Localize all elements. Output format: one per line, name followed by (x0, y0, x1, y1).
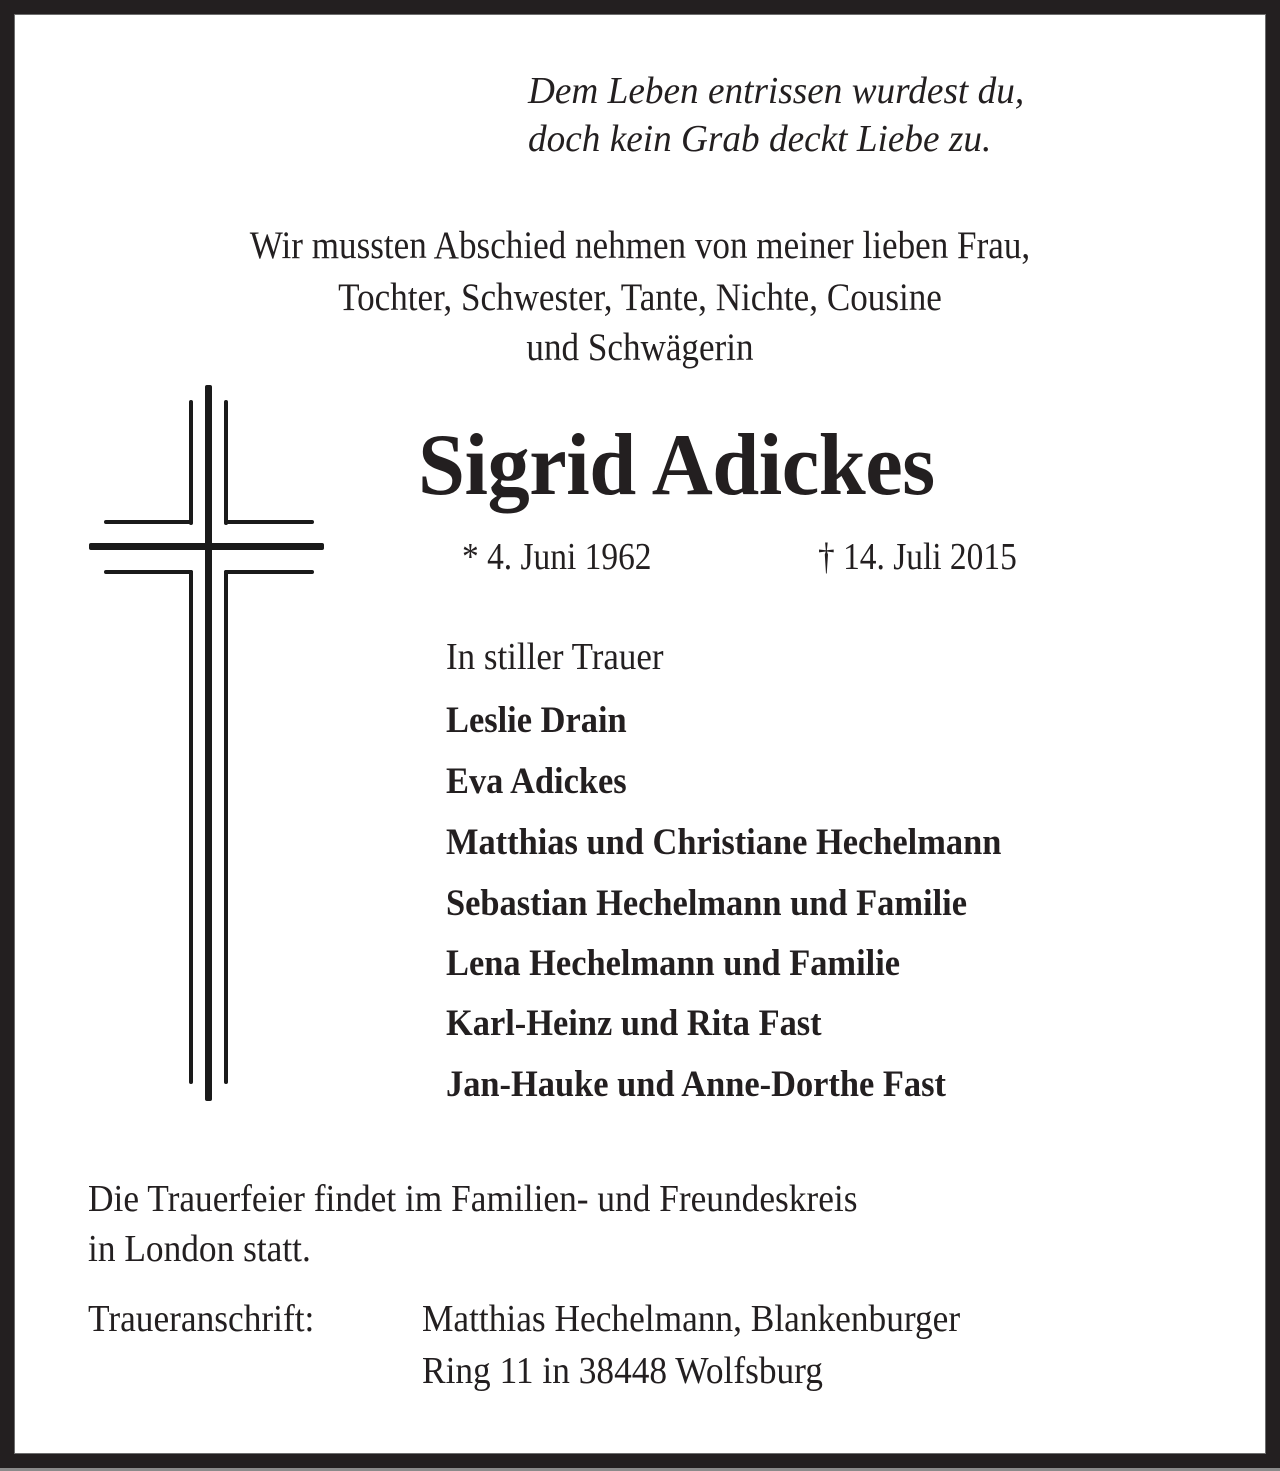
mourner-item: Sebastian Hechelmann und Familie (446, 883, 967, 924)
cross-center-vertical (205, 385, 212, 1101)
deceased-name: Sigrid Adickes (418, 417, 935, 514)
cross-upper-right-arm (224, 520, 314, 524)
address-label: Traueranschrift: (88, 1298, 315, 1340)
intro-line-3: und Schwägerin (526, 326, 754, 369)
address-line-1: Matthias Hechelmann, Blankenburger (422, 1298, 961, 1340)
death-date: † 14. Juli 2015 (818, 536, 1017, 578)
birth-date: * 4. Juni 1962 (462, 536, 652, 578)
cross-lower-right-arm (224, 570, 314, 574)
ceremony-line-2: in London statt. (88, 1228, 311, 1270)
mourner-item: Jan-Hauke und Anne-Dorthe Fast (446, 1064, 946, 1105)
mourner-item: Lena Hechelmann und Familie (446, 943, 901, 984)
quote-line-1: Dem Leben entrissen wurdest du, (528, 70, 1025, 112)
mourner-item: Eva Adickes (446, 761, 627, 802)
intro-line-1: Wir mussten Abschied nehmen von meiner lieben Frau, (249, 224, 1031, 267)
cross-center-horizontal (89, 543, 324, 550)
cross-left-lower (189, 570, 193, 1084)
address-line-2: Ring 11 in 38448 Wolfsburg (422, 1350, 823, 1392)
intro-line-2: Tochter, Schwester, Tante, Nichte, Cousine (338, 276, 942, 319)
cross-lower-left-arm (104, 570, 193, 574)
ceremony-line-1: Die Trauerfeier findet im Familien- und Freundeskreis (88, 1178, 858, 1220)
cross-right-upper (224, 400, 228, 525)
quote-line-2: doch kein Grab deckt Liebe zu. (528, 118, 992, 160)
mourner-item: Matthias und Christiane Hechelmann (446, 822, 1002, 863)
mourner-item: Karl-Heinz und Rita Fast (446, 1003, 822, 1044)
cross-upper-left-arm (104, 520, 193, 524)
mourning-heading: In stiller Trauer (446, 636, 664, 678)
mourner-item: Leslie Drain (446, 700, 627, 741)
cross-left-upper (189, 400, 193, 525)
cross-right-lower (224, 570, 228, 1084)
